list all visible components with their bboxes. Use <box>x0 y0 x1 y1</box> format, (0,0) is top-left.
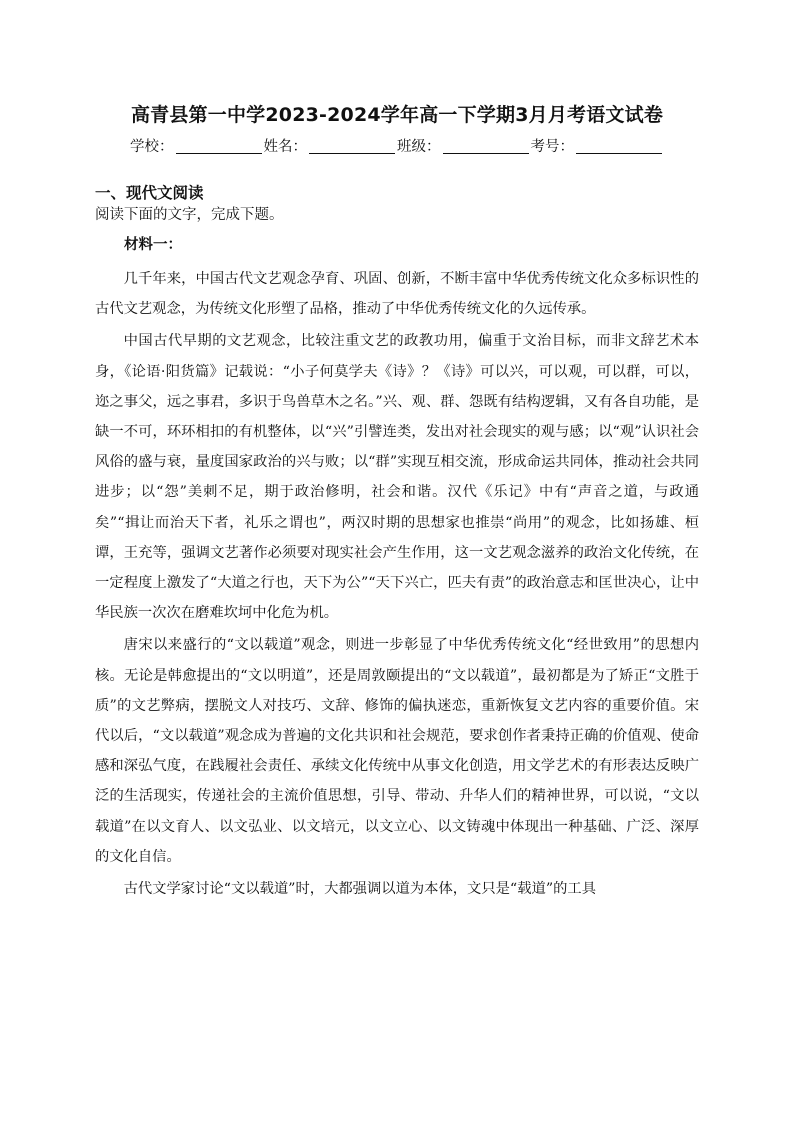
exam-number-label: 考号： <box>530 139 574 155</box>
exam-title: 高青县第一中学2023-2024学年高一下学期3月月考语文试卷 <box>130 104 664 126</box>
paragraph: 几千年来，中国古代文艺观念孕育、巩固、创新，不断丰富中华优秀传统文化众多标识性的古代文艺观念，为传统文化形塑了品格，推动了中华优秀传统文化的久远传承。 <box>95 271 699 318</box>
class-blank[interactable] <box>443 138 529 154</box>
name-label: 姓名： <box>263 139 307 155</box>
school-label: 学校： <box>130 139 174 155</box>
paragraph: 唐宋以来盛行的“文以载道”观念，则进一步彰显了中华优秀传统文化“经世致用”的思想内核。无论是韩愈提出的“文以明道”，还是周敦颐提出的“文以载道”，最初都是为了矫正“文胜于质”的文艺弊病，摆脱文人对技巧、文辞、修饰的偏执迷恋，重新恢复文艺内容的重要价值。宋代以后，“文以载道”观念成为普遍的文化共识和社会规范，要求创作者秉持正确的价值观、使命感和深弘气度，在践履社会责任、承续文化传统中从事文化创造，用文学艺术的有形表达反映广泛的生活现实，传递社会的主流价值思想，引导、带动、升华人们的精神世界，可以说，“文以载道”在以文育人、以文弘业、以文培元，以文立心、以文铸魂中体现出一种基础、广泛、深厚的文化自信。 <box>95 637 699 865</box>
exam-number-blank[interactable] <box>576 138 662 154</box>
paragraph: 古代文学家讨论“文以载道”时，大都强调以道为本体，文只是“载道”的工具 <box>123 881 597 898</box>
name-blank[interactable] <box>309 138 395 154</box>
class-label: 班级： <box>397 139 441 155</box>
school-blank[interactable] <box>176 138 262 154</box>
reading-instruction: 阅读下面的文字，完成下题。 <box>95 207 284 223</box>
material-label: 材料一： <box>124 236 182 253</box>
paragraph: 中国古代早期的文艺观念，比较注重文艺的政教功用，偏重于文治目标，而非文辞艺术本身，《论语·阳货篇》记载说：“小子何莫学夫《诗》？《诗》可以兴，可以观，可以群，可以，迩之事父，远之事君，多识于鸟兽草木之名。”兴、观、群、怨既有结构逻辑，又有各自功能，是缺一不可，环环相扣的有机整体，以“兴”引譬连类，发出对社会现实的观与感；以“观”认识社会风俗的盛与衰，量度国家政治的兴与败；以“群”实现互相交流，形成命运共同体，推动社会共同进步；以“怨”美刺不足，期于政治修明，社会和谐。汉代《乐记》中有“声音之道，与政通矣”“揖让而治天下者，礼乐之谓也”，两汉时期的思想家也推崇“尚用”的观念，比如扬雄、桓谭，王充等，强调文艺著作必须要对现实社会产生作用，这一文艺观念滋养的政治文化传统，在一定程度上激发了“大道之行也，天下为公”“天下兴亡，匹夫有责”的政治意志和匡世决心，让中华民族一次次在磨难坎坷中化危为机。 <box>95 333 699 622</box>
student-info-row <box>95 135 699 156</box>
section-title: 一、现代文阅读 <box>95 184 204 202</box>
